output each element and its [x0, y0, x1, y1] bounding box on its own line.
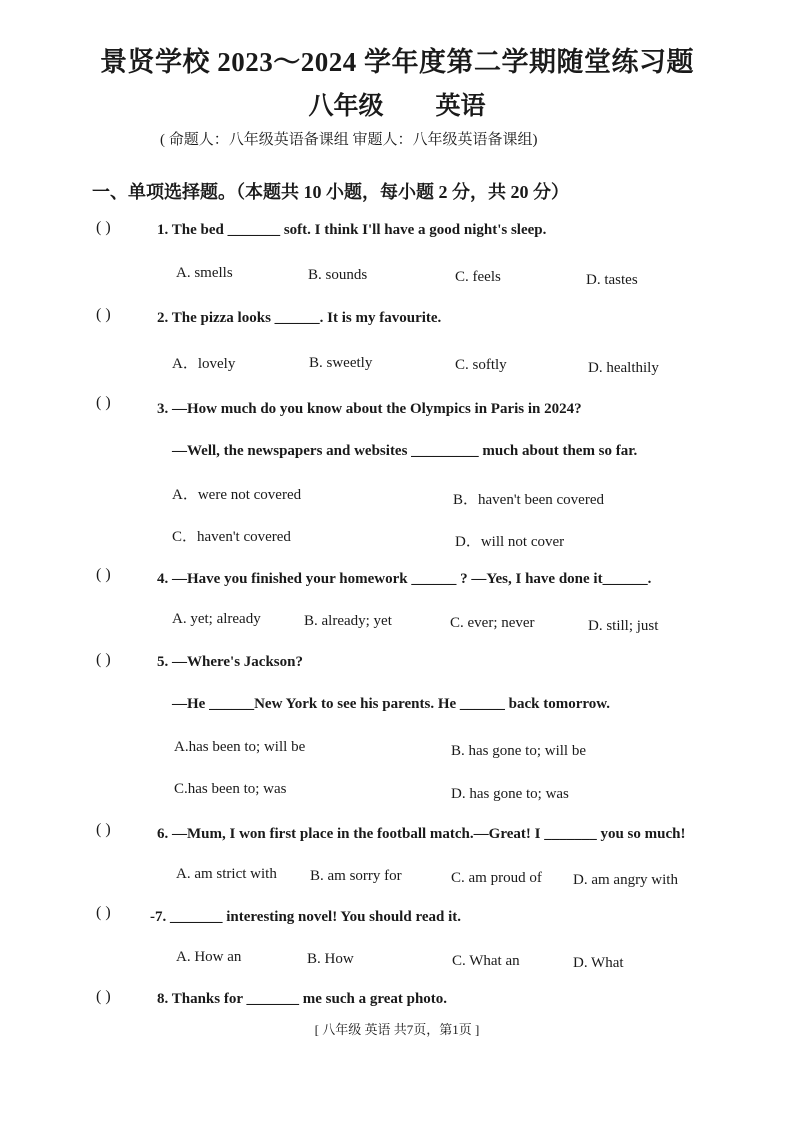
option-d: D. am angry with: [573, 872, 678, 888]
option-d: D．will not cover: [455, 534, 565, 550]
answer-blank[interactable]: ( ): [96, 566, 111, 583]
option-c: C. am proud of: [451, 870, 542, 886]
option-b: B. sounds: [308, 267, 368, 283]
question-stem: 1. The bed _______ soft. I think I'll have a good night's sleep.: [157, 222, 547, 238]
answer-blank[interactable]: ( ): [96, 219, 111, 236]
question-stem: 4. —Have you finished your homework ______ ? —Yes, I have done it______.: [157, 571, 652, 587]
question-stem: 8. Thanks for _______ me such a great photo.: [157, 991, 448, 1007]
question-stem: 6. —Mum, I won first place in the football match.—Great! I _______ you so much!: [157, 826, 686, 842]
option-b: B. sweetly: [309, 355, 373, 371]
exam-subtitle: [0, 86, 794, 122]
option-a: A. yet; already: [172, 611, 261, 627]
answer-blank[interactable]: ( ): [96, 904, 111, 921]
option-d: D. still; just: [588, 618, 659, 634]
option-d: D. healthily: [588, 360, 659, 376]
option-c: C.has been to; was: [174, 781, 287, 797]
option-b: B. already; yet: [304, 613, 392, 629]
answer-blank[interactable]: ( ): [96, 394, 111, 411]
question-stem-line2: —He ______New York to see his parents. He ______ back tomorrow.: [172, 696, 611, 712]
option-b: B. has gone to; will be: [451, 743, 586, 759]
option-b: B. How: [307, 951, 354, 967]
option-c: C. What an: [452, 953, 520, 969]
option-c: C. softly: [455, 357, 507, 373]
page-footer: [ 八年级 英语 共7页，第1页 ]: [314, 1022, 480, 1037]
option-d: D. has gone to; was: [451, 786, 569, 802]
option-c: C. ever; never: [450, 615, 535, 631]
question-stem: 5. —Where's Jackson?: [157, 654, 303, 670]
subject-label: 英语: [435, 93, 486, 120]
answer-blank[interactable]: ( ): [96, 651, 111, 668]
option-a: A. am strict with: [176, 866, 277, 882]
option-a: A. How an: [176, 949, 242, 965]
question-stem: 3. —How much do you know about the Olympics in Paris in 2024?: [157, 401, 582, 417]
grade-label: 八年级: [308, 93, 384, 120]
option-a: A. smells: [176, 265, 233, 281]
answer-blank[interactable]: ( ): [96, 821, 111, 838]
option-a: A.has been to; will be: [174, 739, 306, 755]
option-c: C. feels: [455, 269, 501, 285]
option-b: B．haven't been covered: [453, 492, 604, 508]
answer-blank[interactable]: ( ): [96, 306, 111, 323]
option-a: A．lovely: [172, 356, 236, 372]
option-c: C．haven't covered: [172, 529, 291, 545]
option-b: B. am sorry for: [310, 868, 402, 884]
section-heading: 一、单项选择题。（本题共 10 小题，每小题 2 分，共 20 分）: [92, 182, 569, 202]
question-stem: 2. The pizza looks ______. It is my favourite.: [157, 310, 442, 326]
exam-title: 景贤学校 2023～2024 学年度第二学期随堂练习题: [100, 47, 694, 77]
option-d: D. tastes: [586, 272, 638, 288]
option-a: A．were not covered: [172, 487, 302, 503]
option-d: D. What: [573, 955, 624, 971]
question-stem: -7. _______ interesting novel! You should read it.: [150, 909, 461, 925]
answer-blank[interactable]: ( ): [96, 988, 111, 1005]
question-stem-line2: —Well, the newspapers and websites _________ much about them so far.: [172, 443, 638, 459]
author-byline: ( 命题人：八年级英语备课组 审题人：八年级英语备课组): [160, 132, 538, 148]
